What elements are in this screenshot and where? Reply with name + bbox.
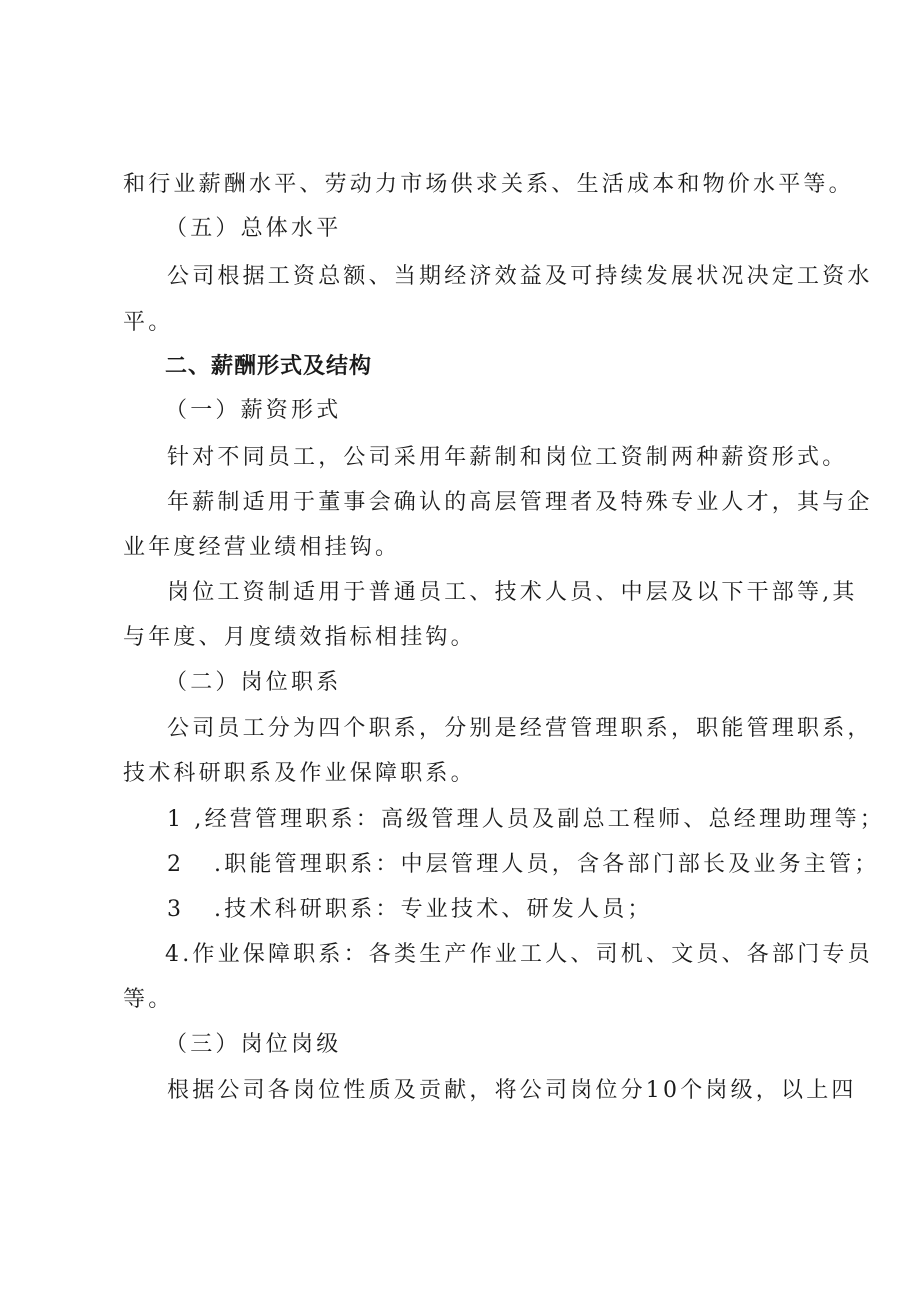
paragraph-line: 公司根据工资总额、当期经济效益及可持续发展状况决定工资水 [167,264,873,289]
paragraph-line: 与年度、月度绩效指标相挂钩。 [123,625,476,650]
paragraph-line: 等。 [123,987,174,1012]
paragraph-line: 平。 [123,310,174,335]
list-item-2-number: 2 [167,852,185,877]
section-heading-2: 二、薪酬形式及结构 [165,354,373,379]
paragraph-line: 岗位工资制适用于普通员工、技术人员、中层及以下干部等,其 [167,580,858,605]
paragraph-line: 业年度经营业绩相挂钩。 [123,535,401,560]
paragraph-line: 年薪制适用于董事会确认的高层管理者及特殊专业人才，其与企 [167,490,873,515]
subsection-heading-3: （三）岗位岗级 [165,1032,342,1057]
list-item-3-number: 3 [167,897,185,922]
paragraph-line: 针对不同员工，公司采用年薪制和岗位工资制两种薪资形式。 [167,445,848,470]
paragraph-line: 和行业薪酬水平、劳动力市场供求关系、生活成本和物价水平等。 [123,172,854,197]
list-item-4: 4.作业保障职系：各类生产作业工人、司机、文员、各部门专员 [165,942,873,967]
paragraph-line: 根据公司各岗位性质及贡献，将公司岗位分10个岗级，以上四 [167,1078,857,1103]
list-item-1: 1 ,经营管理职系：高级管理人员及副总工程师、总经理助理等； [167,807,885,832]
subsection-heading-1: （一）薪资形式 [165,398,342,423]
paragraph-line: 公司员工分为四个职系，分别是经营管理职系，职能管理职系， [167,716,873,741]
paragraph-line: 技术科研职系及作业保障职系。 [123,761,476,786]
list-item-2-text: .职能管理职系：中层管理人员，含各部门部长及业务主管； [214,852,880,877]
subsection-heading-5: （五）总体水平 [165,216,342,241]
subsection-heading-2: （二）岗位职系 [165,670,342,695]
list-item-3-text: .技术科研职系：专业技术、研发人员； [214,897,653,922]
